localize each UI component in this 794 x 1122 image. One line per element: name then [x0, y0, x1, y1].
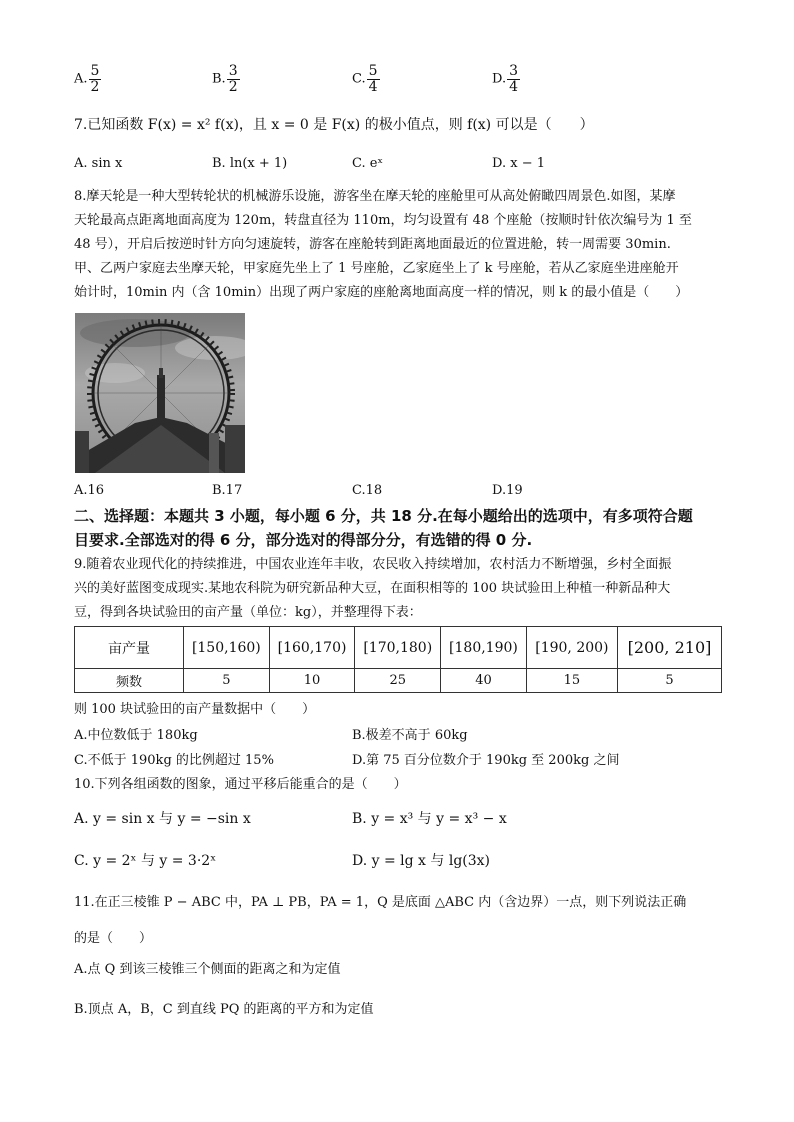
yield-table [74, 626, 722, 693]
q8-stem [74, 185, 724, 305]
q7-option-a[interactable]: A. sin x [74, 156, 123, 171]
table-row [75, 627, 722, 669]
q6-option-a[interactable] [74, 64, 101, 94]
interval-cell: [200, 210] [617, 627, 721, 669]
q11-option-b[interactable]: B.顶点 A，B，C 到直线 PQ 的距离的平方和为定值 [74, 1002, 374, 1017]
q8-line: 48 号），开启后按逆时针方向匀速旋转，游客在座舱转到距离地面最近的位置进舱，转一周需要 30min. [74, 237, 671, 252]
q6-option-c[interactable] [352, 64, 380, 94]
count-cell: 5 [617, 669, 721, 693]
fraction [227, 64, 240, 94]
q11-stem [74, 885, 724, 957]
numerator: 5 [90, 63, 100, 79]
q8-line: 天轮最高点距离地面高度为 120m，转盘直径为 110m，均匀设置有 48 个座舱（按顺时针依次编号为 1 至 [74, 213, 692, 228]
q11-option-a[interactable]: A.点 Q 到该三棱锥三个侧面的距离之和为定值 [74, 962, 341, 977]
q8-line: 8.摩天轮是一种大型转轮状的机械游乐设施，游客坐在摩天轮的座舱里可从高处俯瞰四周景色.如图，某摩 [74, 189, 676, 204]
q8-line: 甲、乙两户家庭去坐摩天轮，甲家庭先坐上了 1 号座舱，乙家庭坐上了 k 号座舱，若从乙家庭坐进座舱开 [74, 261, 679, 276]
count-cell: 40 [441, 669, 527, 693]
q7-stem: 7.已知函数 F(x) = x² f(x)，且 x = 0 是 F(x) 的极小值点，则 f(x) 可以是（ ） [74, 117, 594, 133]
q9-option-c[interactable]: C.不低于 190kg 的比例超过 15% [74, 753, 274, 768]
table-row-label: 频数 [75, 669, 184, 693]
count-cell: 5 [184, 669, 270, 693]
q8-option-b[interactable]: B.17 [212, 483, 243, 498]
interval-cell: [180,190) [441, 627, 527, 669]
q9-tail: 则 100 块试验田的亩产量数据中（ ） [74, 702, 316, 717]
count-cell: 15 [526, 669, 617, 693]
q7-option-c[interactable]: C. eˣ [352, 156, 383, 171]
count-cell: 10 [269, 669, 355, 693]
fraction [89, 64, 102, 94]
denominator: 4 [509, 78, 519, 95]
denominator: 4 [368, 78, 378, 95]
interval-cell: [190, 200) [526, 627, 617, 669]
interval-cell: [160,170) [269, 627, 355, 669]
q11-line: 11.在正三棱锥 P − ABC 中，PA ⊥ PB，PA = 1，Q 是底面 △ABC 内（含边界）一点，则下列说法正确 [74, 895, 687, 910]
q6-option-d[interactable] [492, 64, 520, 94]
q11-line: 的是（ ） [74, 931, 153, 946]
interval-cell: [170,180) [355, 627, 441, 669]
interval-cell: [150,160) [184, 627, 270, 669]
q9-stem [74, 553, 724, 625]
fraction [507, 64, 520, 94]
denominator: 2 [228, 78, 238, 95]
numerator: 5 [368, 63, 378, 79]
q6-option-letter: B. [212, 71, 226, 87]
table-row [75, 669, 722, 693]
q10-stem: 10.下列各组函数的图象，通过平移后能重合的是（ ） [74, 777, 407, 792]
q9-line: 豆，得到各块试验田的亩产量（单位：kg），并整理得下表： [74, 605, 422, 620]
q7-option-d[interactable]: D. x − 1 [492, 156, 545, 171]
q8-line: 始计时，10min 内（含 10min）出现了两户家庭的座舱离地面高度一样的情况，则 k 的最小值是（ ） [74, 285, 689, 300]
q9-option-b[interactable]: B.极差不高于 60kg [352, 728, 468, 743]
ferris-wheel-photo [75, 313, 245, 473]
q9-line: 9.随着农业现代化的持续推进，中国农业连年丰收，农民收入持续增加，农村活力不断增强，乡村全面振 [74, 557, 672, 572]
section-heading-line: 目要求.全部选对的得 6 分，部分选对的得部分分，有选错的得 0 分. [74, 531, 533, 549]
q7-option-b[interactable]: B. ln(x + 1) [212, 156, 288, 171]
q6-option-letter: D. [492, 71, 507, 87]
q6-option-b[interactable] [212, 64, 240, 94]
denominator: 2 [90, 78, 100, 95]
q6-option-letter: A. [74, 71, 88, 87]
count-cell: 25 [355, 669, 441, 693]
fraction [367, 64, 380, 94]
section-heading-line: 二、选择题：本题共 3 小题，每小题 6 分，共 18 分.在每小题给出的选项中，有多项符合题 [74, 507, 693, 525]
section-heading [74, 504, 724, 552]
numerator: 3 [509, 63, 519, 79]
q9-line: 兴的美好蓝图变成现实.某地农科院为研究新品种大豆，在面积相等的 100 块试验田上种植一种新品种大 [74, 581, 671, 596]
q10-option-d[interactable]: D. y = lg x 与 lg(3x) [352, 853, 491, 869]
numerator: 3 [228, 63, 238, 79]
q8-option-c[interactable]: C.18 [352, 483, 383, 498]
table-header-cell: 亩产量 [75, 627, 184, 669]
q8-option-a[interactable]: A.16 [74, 483, 105, 498]
q6-option-letter: C. [352, 71, 366, 87]
q10-option-a[interactable]: A. y = sin x 与 y = −sin x [74, 811, 251, 827]
q9-option-d[interactable]: D.第 75 百分位数介于 190kg 至 200kg 之间 [352, 753, 620, 768]
q10-option-c[interactable]: C. y = 2ˣ 与 y = 3·2ˣ [74, 853, 217, 869]
q10-option-b[interactable]: B. y = x³ 与 y = x³ − x [352, 811, 507, 827]
q8-option-d[interactable]: D.19 [492, 483, 523, 498]
q9-option-a[interactable]: A.中位数低于 180kg [74, 728, 198, 743]
